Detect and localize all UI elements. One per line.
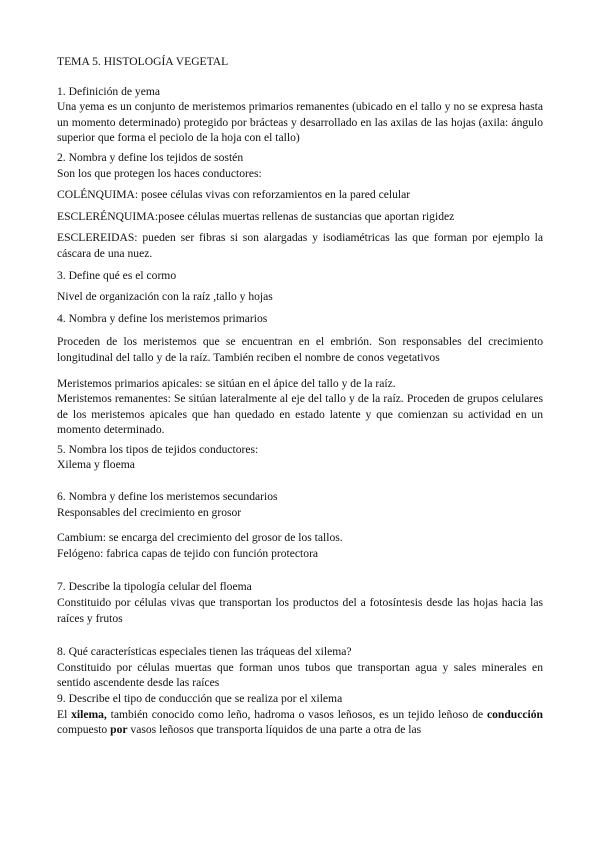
- answer-9-middle-1: también conocido como leño, hadroma o vasos leñosos, es un tejido leñoso de: [106, 707, 487, 721]
- esclereidas-definition: ESCLEREIDAS: pueden ser fibras si son alargadas y isodiamétricas las que forman por ejemplo la cáscara de una nuez.: [57, 231, 543, 260]
- question-2-intro: Son los que protegen los haces conductores:: [57, 166, 262, 180]
- meristemos-remanentes: Meristemos remanentes: Se sitúan lateralmente al eje del tallo y de la raíz. Proceden de grupos celulares de los meristemos apicales que han quedado en estado latente y que comienzan su actividad en un momento determinado.: [57, 392, 543, 437]
- question-1-heading: 1. Definición de yema: [57, 84, 161, 98]
- colenquima-definition: COLÉNQUIMA: posee células vivas con reforzamientos en la pared celular: [57, 188, 411, 202]
- term-conduccion: conducción: [486, 707, 543, 721]
- question-7-heading: 7. Describe la tipología celular del floema: [57, 580, 252, 594]
- question-6-answer: Responsables del crecimiento en grosor: [57, 505, 242, 519]
- question-3-heading: 3. Define qué es el cormo: [57, 268, 177, 282]
- meristemos-apicales: Meristemos primarios apicales: se sitúan en el ápice del tallo y de la raíz.: [57, 376, 396, 390]
- cambium-definition: Cambium: se encarga del crecimiento del grosor de los tallos.: [57, 531, 343, 545]
- question-4-answer: Proceden de los meristemos que se encuentran en el embrión. Son responsables del crecimiento longitudinal del tallo y de la raíz. También reciben el nombre de conos vegetativos: [57, 335, 543, 364]
- answer-9-suffix: vasos leñosos que transporta líquidos de una parte a otra de las: [127, 723, 422, 737]
- answer-9-middle-2: compuesto: [57, 723, 111, 737]
- question-3-answer: Nivel de organización con la raíz ,tallo y hojas: [57, 290, 273, 304]
- question-9-heading: 9. Describe el tipo de conducción que se realiza por el xilema: [57, 692, 343, 705]
- question-7-answer: Constituido por células vivas que transportan los productos del a fotosíntesis desde las hojas hacia las raíces y frutos: [57, 596, 543, 625]
- question-9-answer: [57, 707, 543, 738]
- felogeno-definition: Felógeno: fabrica capas de tejido con función protectora: [57, 546, 319, 560]
- question-4-heading: 4. Nombra y define los meristemos primarios: [57, 311, 268, 325]
- question-5-heading: 5. Nombra los tipos de tejidos conductores:: [57, 442, 259, 456]
- question-8-heading: 8. Qué características especiales tienen las tráqueas del xilema?: [57, 645, 352, 659]
- term-xilema: xilema,: [71, 707, 107, 721]
- answer-9-prefix: El: [57, 707, 72, 721]
- question-1-answer: Una yema es un conjunto de meristemos primarios remanentes (ubicado en el tallo y no se expresa hasta un momento determinado) protegido por brácteas y desarrollado en las axilas de las hojas (axila: ángulo superior que forma el peciolo de la hoja con el tallo): [57, 100, 543, 145]
- question-2-heading: 2. Nombra y define los tejidos de sostén: [57, 150, 244, 164]
- question-6-heading: 6. Nombra y define los meristemos secundarios: [57, 490, 278, 504]
- question-5-answer: Xilema y floema: [57, 458, 135, 472]
- term-por: por: [110, 723, 128, 737]
- document-title: TEMA 5. HISTOLOGÍA VEGETAL: [57, 55, 229, 68]
- esclerenquima-definition: ESCLERÉNQUIMA:posee células muertas rellenas de sustancias que aportan rigidez: [57, 209, 455, 223]
- question-8-answer: Constituido por células muertas que forman unos tubos que transportan agua y sales minerales en sentido ascendente desde las raíces: [57, 660, 543, 690]
- document-page: [57, 54, 543, 738]
